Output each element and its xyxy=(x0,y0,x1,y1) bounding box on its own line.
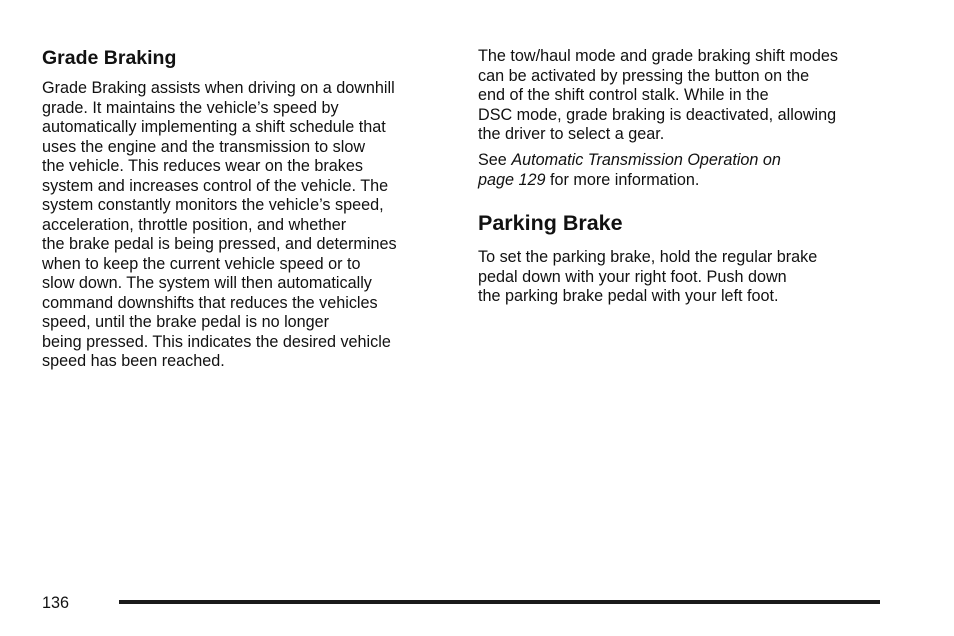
paragraph-line: speed, until the brake pedal is no longer xyxy=(42,313,330,331)
paragraph-line: DSC mode, grade braking is deactivated, allowing xyxy=(478,105,837,124)
grade-braking-paragraph xyxy=(42,79,397,372)
see-reference-line-1 xyxy=(478,151,781,171)
parking-brake-paragraph xyxy=(478,248,817,307)
footer-rule xyxy=(119,600,880,604)
paragraph-line: Grade Braking assists when driving on a downhill xyxy=(42,79,395,97)
paragraph-line: slow down. The system will then automatically xyxy=(42,274,372,292)
paragraph-line: the driver to select a gear. xyxy=(478,125,665,143)
paragraph-line: when to keep the current vehicle speed or to xyxy=(42,254,361,273)
paragraph-line: pedal down with your right foot. Push down xyxy=(478,267,787,286)
paragraph-line: being pressed. This indicates the desired vehicle xyxy=(42,332,391,351)
paragraph-line: the brake pedal is being pressed, and determines xyxy=(42,235,397,253)
see-prefix: See xyxy=(478,151,512,169)
page-number: 136 xyxy=(42,594,70,612)
paragraph-line: system and increases control of the vehicle. The xyxy=(42,176,389,195)
paragraph-line: The tow/haul mode and grade braking shift modes xyxy=(478,47,838,65)
paragraph-line: automatically implementing a shift schedule that xyxy=(42,118,386,136)
grade-braking-heading: Grade Braking xyxy=(42,47,177,69)
paragraph-line: command downshifts that reduces the vehicles xyxy=(42,293,378,312)
see-reference-paragraph xyxy=(478,151,781,190)
paragraph-line: speed has been reached. xyxy=(42,352,225,370)
paragraph-line: can be activated by pressing the button on the xyxy=(478,66,810,85)
paragraph-line: To set the parking brake, hold the regular brake xyxy=(478,248,818,266)
parking-brake-heading: Parking Brake xyxy=(478,211,623,235)
tow-haul-paragraph xyxy=(478,47,838,145)
paragraph-line: the vehicle. This reduces wear on the brakes xyxy=(42,157,363,175)
paragraph-line: end of the shift control stalk. While in the xyxy=(478,86,769,104)
paragraph-line: system constantly monitors the vehicle’s speed, xyxy=(42,196,384,214)
paragraph-line: the parking brake pedal with your left foot. xyxy=(478,287,779,305)
cross-reference-page-link[interactable]: page 129 xyxy=(478,170,546,189)
cross-reference-link[interactable]: Automatic Transmission Operation on xyxy=(511,151,781,169)
paragraph-line: uses the engine and the transmission to slow xyxy=(42,137,366,156)
paragraph-line: acceleration, throttle position, and whether xyxy=(42,215,347,234)
see-reference-line-2 xyxy=(478,171,781,191)
see-suffix: for more information. xyxy=(545,170,700,189)
paragraph-line: grade. It maintains the vehicle’s speed by xyxy=(42,98,339,117)
